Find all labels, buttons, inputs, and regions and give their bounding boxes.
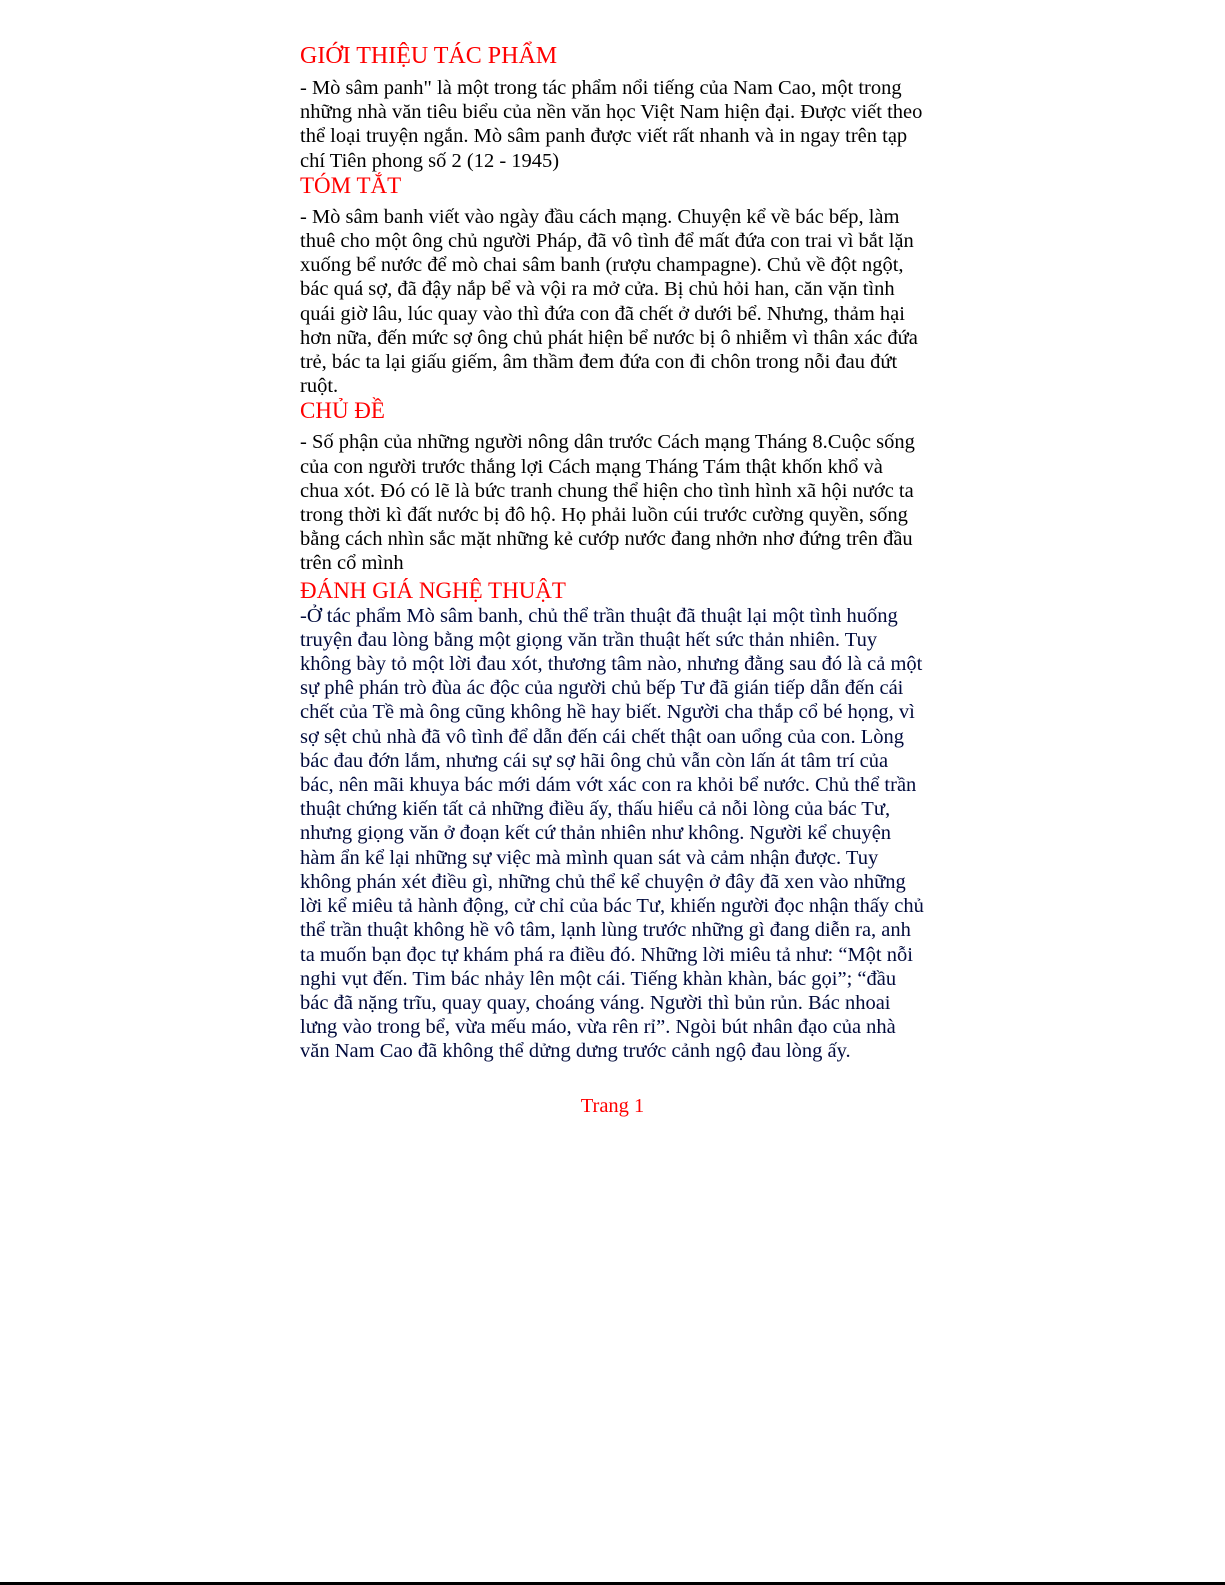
section-heading-introduction: GIỚI THIỆU TÁC PHẨM [300, 43, 558, 69]
section-heading-theme: CHỦ ĐỀ [300, 398, 385, 424]
section-body-theme: - Số phận của những người nông dân trước Cách mạng Tháng 8.Cuộc sống của con người trước thắng lợi Cách mạng Tháng Tám thật khốn khổ và chua xót. Đó có lẽ là bức tranh chung thể hiện cho tình hình xã hội nước ta trong thời kì đất nước bị đô hộ. Họ phải luồn cúi trước cường quyền, sống bằng cách nhìn sắc mặt những kẻ cướp nước đang nhởn nhơ đứng trên đầu trên cổ mình [300, 431, 915, 575]
document-content [300, 42, 924, 1064]
section-body-summary: - Mò sâm banh viết vào ngày đầu cách mạng. Chuyện kể về bác bếp, làm thuê cho một ông chủ người Pháp, đã vô tình để mất đứa con trai vì bắt lặn xuống bể nước để mò chai sâm banh (rượu champagne). Chủ về đột ngột, bác quá sợ, đã đậy nắp bể và vội ra mở cửa. Bị chủ hỏi han, căn vặn tình quái giờ lâu, lúc quay vào thì đứa con đã chết ở dưới bể. Nhưng, thảm hại hơn nữa, đến mức sợ ông chủ phát hiện bể nước bị ô nhiễm vì thân xác đứa trẻ, bác ta lại giấu giếm, âm thầm đem đứa con đi chôn trong nỗi đau đứt ruột. [300, 205, 918, 398]
section-heading-artistic-evaluation: ĐÁNH GIÁ NGHỆ THUẬT [300, 577, 566, 603]
section-heading-summary: TÓM TẮT [300, 172, 402, 198]
section-body-introduction: - Mò sâm panh" là một trong tác phẩm nổi tiếng của Nam Cao, một trong những nhà văn tiêu biểu của nền văn học Việt Nam hiện đại. Được viết theo thể loại truyện ngắn. Mò sâm panh được viết rất nhanh và in ngay trên tạp chí Tiên phong số 2 (12 - 1945) [300, 77, 923, 172]
page-number: Trang 1 [580, 1095, 645, 1117]
section-body-artistic-evaluation: -Ở tác phẩm Mò sâm banh, chủ thể trần thuật đã thuật lại một tình huống truyện đau lòng bằng một giọng văn trần thuật hết sức thản nhiên. Tuy không bày tỏ một lời đau xót, thương tâm nào, nhưng đằng sau đó là cả một sự phê phán trò đùa ác độc của người chủ bếp Tư đã gián tiếp dẫn đến cái chết của Tề mà ông cũng không hề hay biết. Người cha thắp cổ bé họng, vì sợ sệt chủ nhà đã vô tình để dẫn đến cái chết thật oan uổng của con. Lòng bác đau đớn lắm, nhưng cái sự sợ hãi ông chủ vẫn còn lấn át tâm trí của bác, nên mãi khuya bác mới dám vớt xác con ra khỏi bể nước. Chủ thể trần thuật chứng kiến tất cả những điều ấy, thấu hiểu cả nỗi lòng của bác Tư, nhưng giọng văn ở đoạn kết cứ thản nhiên như không. Người kể chuyện hàm ẩn kể lại những sự việc mà mình quan sát và cảm nhận được. Tuy không phán xét điều gì, những chủ thể kể chuyện ở đây đã xen vào những lời kể miêu tả hành động, cử chỉ của bác Tư, khiến người đọc nhận thấy chủ thể trần thuật không hề vô tâm, lạnh lùng trước những gì đang diễn ra, anh ta muốn bạn đọc tự khám phá ra điều đó. Những lời miêu tả như: “Một nỗi nghi vụt đến. Tim bác nhảy lên một cái. Tiếng khàn khàn, bác gọi”; “đầu bác đã nặng trĩu, quay quay, choáng váng. Người thì bủn rủn. Bác nhoai lưng vào trong bể, vừa mếu máo, vừa rên rỉ”. Ngòi bút nhân đạo của nhà văn Nam Cao đã không thể dửng dưng trước cảnh ngộ đau lòng ấy. [300, 604, 924, 1063]
